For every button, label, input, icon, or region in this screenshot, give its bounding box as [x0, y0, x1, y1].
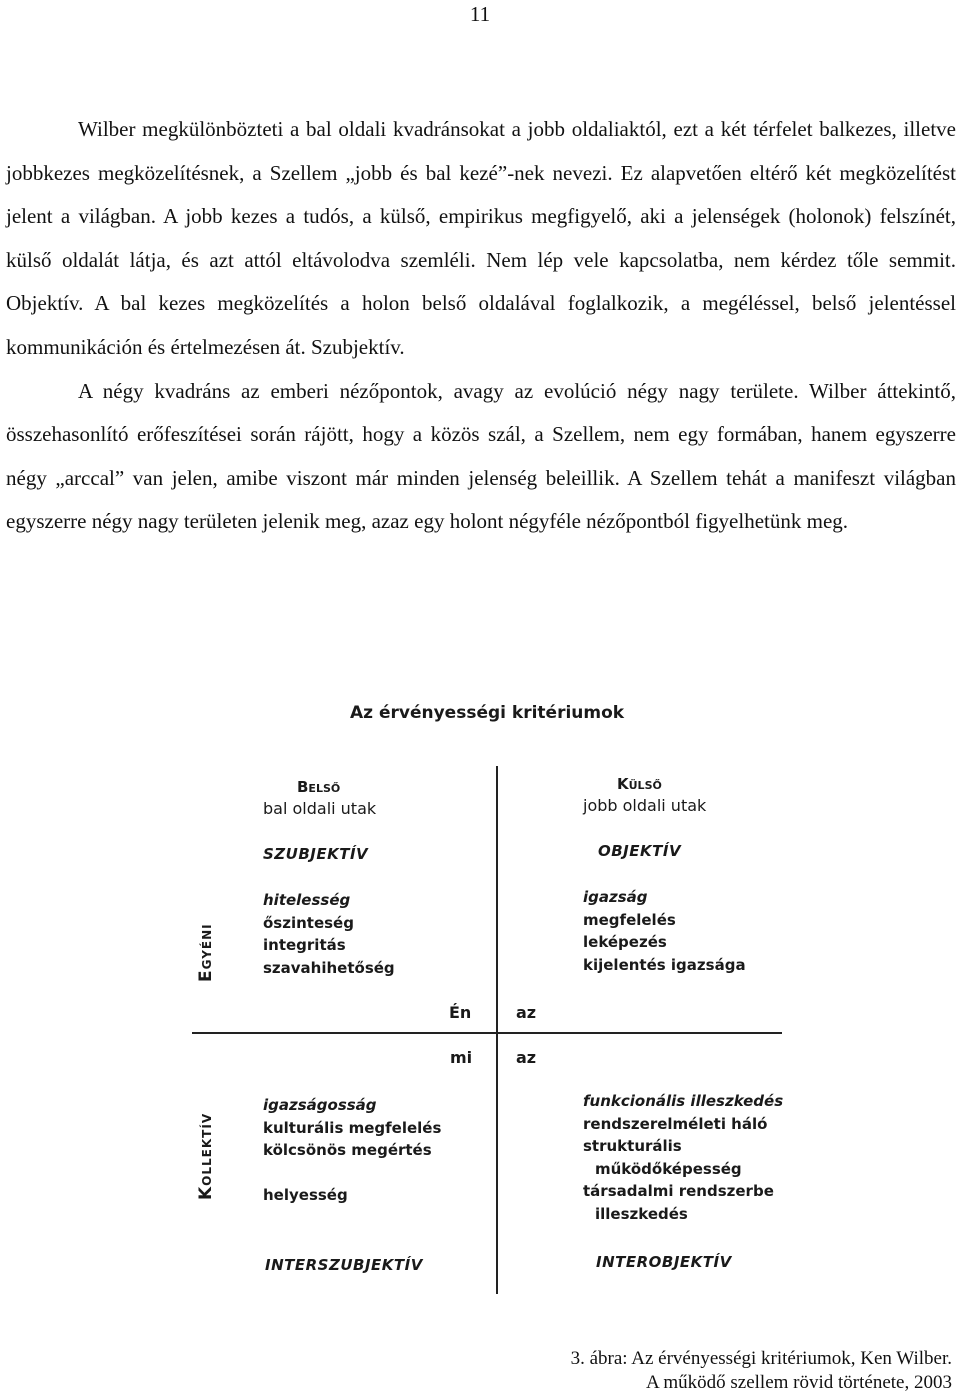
caption-line-2: A működő szellem rövid története, 2003	[645, 1372, 952, 1393]
caption-line-1: 3. ábra: Az érvényességi kritériumok, Ken Wilber.	[570, 1348, 952, 1369]
upper-left-mode: SZUBJEKTÍV	[263, 845, 369, 863]
list-item: szavahihetőség	[263, 958, 395, 977]
body-text	[6, 108, 956, 544]
upper-left-list	[263, 889, 395, 979]
right-header-sub: jobb oldali utak	[583, 796, 707, 815]
horizontal-axis-line	[192, 1032, 782, 1034]
list-item: kulturális megfelelés	[263, 1118, 442, 1137]
pronoun-lower-right: az	[516, 1048, 537, 1067]
figure-title: Az érvényességi kritériumok	[350, 703, 625, 723]
left-header	[263, 776, 376, 820]
list-item: megfelelés	[583, 910, 676, 929]
upper-right-mode: OBJEKTÍV	[598, 842, 682, 860]
lower-left-list	[263, 1094, 441, 1206]
list-item: hitelesség	[263, 891, 351, 909]
list-item: kölcsönös megértés	[263, 1141, 432, 1159]
pronoun-lower-left: mi	[450, 1048, 473, 1067]
upper-right-list	[583, 886, 746, 976]
lower-left-mode: INTERSZUBJEKTÍV	[265, 1256, 423, 1274]
list-item: kijelentés igazsága	[583, 955, 746, 974]
list-item: funkcionális illeszkedés	[583, 1092, 784, 1110]
list-item: illeszkedés	[595, 1204, 688, 1223]
list-item: működőképesség	[595, 1159, 742, 1178]
list-item: igazság	[583, 888, 648, 906]
axis-label-collective: Kollektív	[196, 1112, 216, 1200]
right-header	[583, 773, 706, 817]
list-item: társadalmi rendszerbe	[583, 1182, 774, 1200]
pronoun-upper-left: Én	[449, 1003, 472, 1022]
page-number: 11	[469, 2, 491, 26]
left-header-main: Belső	[297, 778, 341, 796]
list-item: helyesség	[263, 1185, 348, 1204]
paragraph-2: A négy kvadráns az emberi nézőpontok, avagy az evolúció négy nagy területe. Wilber áttekintő, összehasonlító erőfeszítései során rájött, hogy a közös szál, a Szellem, nem egy formában, hanem egyszerre négy „arccal” van jelen, amibe viszont már minden jelenség beleillik. A Szellem tehát a manifeszt világban egyszerre négy nagy területen jelenik meg, azaz egy holont négyféle nézőpontból figyelhetünk meg.	[6, 378, 956, 534]
list-item: igazságosság	[263, 1096, 377, 1114]
paragraph-1: Wilber megkülönbözteti a bal oldali kvadránsokat a jobb oldaliaktól, ezt a két térfelet balkezes, illetve jobbkezes megközelítésnek, a Szellem „jobb és bal kezé”-nek nevezi. Ez alapvetően eltérő két megközelítést jelent a világban. A jobb kezes a tudós, a külső, empirikus megfigyelő, aki a jelenségek (holonok) felszínét, külső oldalát látja, és azt attól eltávolodva szemléli. Nem lép vele kapcsolatba, nem kérdez tőle semmit. Objektív. A bal kezes megközelítés a holon belső oldalával foglalkozik, a megéléssel, belső jelentéssel kommunikáción és értelmezésen át. Szubjektív.	[6, 117, 956, 359]
axis-label-individual: Egyéni	[196, 923, 216, 982]
list-item: őszinteség	[263, 913, 354, 932]
list-item: integritás	[263, 936, 346, 954]
right-header-main: Külső	[617, 775, 662, 793]
lower-right-list	[583, 1090, 783, 1225]
list-item: strukturális	[583, 1137, 682, 1155]
list-item: leképezés	[583, 933, 667, 951]
lower-right-mode: INTEROBJEKTÍV	[596, 1253, 732, 1271]
vertical-axis-line	[496, 766, 498, 1294]
figure-caption	[571, 1347, 952, 1395]
pronoun-upper-right: az	[516, 1003, 537, 1022]
left-header-sub: bal oldali utak	[263, 799, 377, 818]
list-item: rendszerelméleti háló	[583, 1114, 768, 1133]
